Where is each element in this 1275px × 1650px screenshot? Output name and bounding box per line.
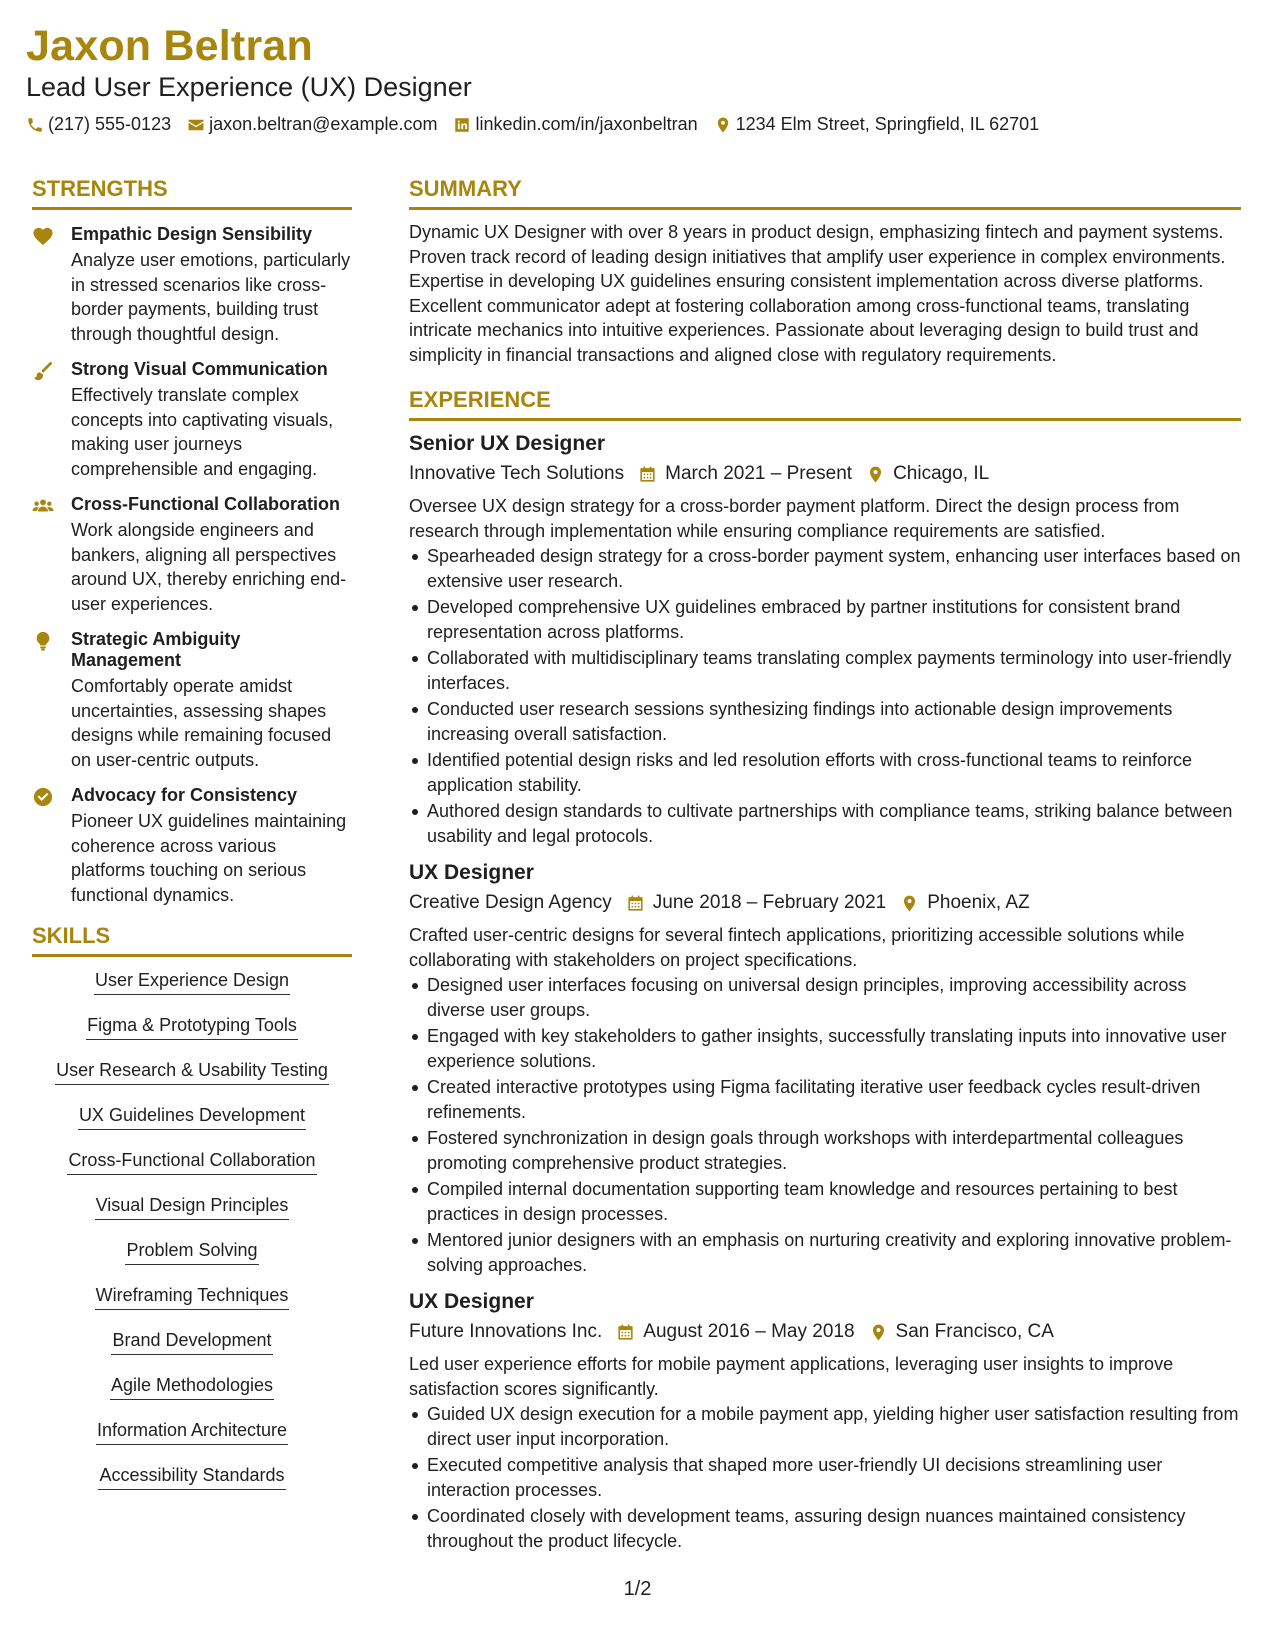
skill-tag: UX Guidelines Development xyxy=(32,1104,352,1149)
strengths-list xyxy=(32,224,352,907)
candidate-name: Jaxon Beltran xyxy=(26,22,313,70)
left-column xyxy=(32,176,352,1509)
skills-list xyxy=(32,969,352,1509)
strength-item xyxy=(32,785,352,907)
job-description: Crafted user-centric designs for several fintech applications, prioritizing accessible solutions while collaborating with stakeholders on project specifications. xyxy=(409,925,1185,970)
summary-heading: SUMMARY xyxy=(409,176,1241,210)
calendar-icon xyxy=(616,1323,635,1342)
right-column xyxy=(409,176,1241,1555)
skill-tag: Brand Development xyxy=(32,1329,352,1374)
job-bullet: Created interactive prototypes using Figma facilitating iterative user feedback cycles result-driven refinements. xyxy=(409,1075,1241,1124)
check-circle-icon xyxy=(32,787,54,807)
skill-tag: Wireframing Techniques xyxy=(32,1284,352,1329)
strength-item xyxy=(32,224,352,346)
job-dates-text: June 2018 – February 2021 xyxy=(652,892,887,913)
job-meta xyxy=(409,1319,1241,1345)
job-dates-text: March 2021 – Present xyxy=(665,463,853,484)
job-dates xyxy=(638,461,852,487)
job-entry xyxy=(409,860,1241,1277)
job-location xyxy=(900,890,1029,916)
job-title: Senior UX Designer xyxy=(409,432,606,455)
strength-title: Advocacy for Consistency xyxy=(71,785,298,805)
strength-item xyxy=(32,494,352,616)
page-number: 1/2 xyxy=(623,1578,652,1600)
strength-description: Comfortably operate amidst uncertainties, assessing shapes designs while remaining focused on user-centric outputs. xyxy=(71,676,332,770)
strength-item xyxy=(32,359,352,481)
job-bullet: Conducted user research sessions synthesizing findings into actionable design improvements increasing overall satisfaction. xyxy=(409,697,1241,746)
summary-text: Dynamic UX Designer with over 8 years in product design, emphasizing fintech and payment systems. Proven track record of leading design initiatives that amplify user experience in complex environments. Expertise in developing UX guidelines ensuring consistent implementation across diverse platforms. Excellent communicator adept at fostering collaboration among cross-functional teams, translating intricate mechanics into intuitive experiences. Passionate about leveraging design to build trust and simplicity in financial transactions and aligned close with regulatory requirements. xyxy=(409,222,1226,365)
job-bullet: Compiled internal documentation supporting team knowledge and resources pertaining to best practices in design processes. xyxy=(409,1177,1241,1226)
strength-title: Strong Visual Communication xyxy=(71,359,328,379)
contact-address xyxy=(714,114,1040,135)
job-dates xyxy=(616,1319,854,1345)
linkedin-icon xyxy=(453,116,471,134)
contact-email-text: jaxon.beltran@example.com xyxy=(209,114,438,134)
job-title: UX Designer xyxy=(409,1290,534,1313)
skill-tag: Figma & Prototyping Tools xyxy=(32,1014,352,1059)
job-bullets xyxy=(409,544,1241,848)
skill-tag: Agile Methodologies xyxy=(32,1374,352,1419)
contact-phone-text: (217) 555-0123 xyxy=(48,114,172,134)
job-bullet: Executed competitive analysis that shaped more user-friendly UI decisions streamlining user interaction processes. xyxy=(409,1453,1241,1502)
job-bullets xyxy=(409,973,1241,1277)
strength-description: Effectively translate complex concepts into captivating visuals, making user journeys comprehensible and engaging. xyxy=(71,385,334,479)
job-bullet: Guided UX design execution for a mobile payment app, yielding higher user satisfaction resulting from direct user input incorporation. xyxy=(409,1402,1241,1451)
strength-description: Analyze user emotions, particularly in stressed scenarios like cross-border payments, building trust through thoughtful design. xyxy=(71,250,351,344)
skill-tag: User Experience Design xyxy=(32,969,352,1014)
job-company: Innovative Tech Solutions xyxy=(409,463,625,484)
contact-linkedin-text: linkedin.com/in/jaxonbeltran xyxy=(475,114,698,134)
job-bullet: Mentored junior designers with an emphasis on nurturing creativity and exploring innovative problem-solving approaches. xyxy=(409,1228,1241,1277)
contact-phone[interactable] xyxy=(26,114,171,135)
job-location-text: San Francisco, CA xyxy=(895,1321,1054,1342)
calendar-icon xyxy=(638,465,657,484)
job-location xyxy=(866,461,989,487)
job-location-text: Phoenix, AZ xyxy=(927,892,1030,913)
heart-icon xyxy=(32,226,54,246)
strengths-heading: STRENGTHS xyxy=(32,176,352,210)
skill-tag: Problem Solving xyxy=(32,1239,352,1284)
job-description: Oversee UX design strategy for a cross-border payment platform. Direct the design process from research through implementation while ensuring compliance requirements are satisfied. xyxy=(409,496,1180,541)
skill-tag: User Research & Usability Testing xyxy=(32,1059,352,1104)
skills-section xyxy=(32,923,352,1509)
job-meta xyxy=(409,461,1241,487)
strength-title: Cross-Functional Collaboration xyxy=(71,494,341,514)
job-company: Future Innovations Inc. xyxy=(409,1321,603,1342)
job-location xyxy=(869,1319,1054,1345)
job-bullet: Collaborated with multidisciplinary teams translating complex payments terminology into user-friendly interfaces. xyxy=(409,646,1241,695)
contact-address-text: 1234 Elm Street, Springfield, IL 62701 xyxy=(735,114,1040,134)
strength-title: Strategic Ambiguity Management xyxy=(71,629,241,670)
job-bullet: Identified potential design risks and led resolution efforts with cross-functional teams to reinforce application stability. xyxy=(409,748,1241,797)
job-entry xyxy=(409,431,1241,848)
job-dates xyxy=(626,890,886,916)
job-bullets xyxy=(409,1402,1241,1553)
job-bullet: Spearheaded design strategy for a cross-border payment system, enhancing user interfaces based on extensive user research. xyxy=(409,544,1241,593)
strength-item xyxy=(32,629,352,772)
job-meta xyxy=(409,890,1241,916)
job-dates-text: August 2016 – May 2018 xyxy=(643,1321,855,1342)
skill-tag: Information Architecture xyxy=(32,1419,352,1464)
contact-linkedin[interactable] xyxy=(453,114,697,135)
strength-description: Work alongside engineers and bankers, aligning all perspectives around UX, thereby enriching end-user experiences. xyxy=(71,520,347,614)
job-bullet: Engaged with key stakeholders to gather insights, successfully translating inputs into innovative user experience solutions. xyxy=(409,1024,1241,1073)
strength-title: Empathic Design Sensibility xyxy=(71,224,313,244)
calendar-icon xyxy=(626,894,645,913)
contact-bar xyxy=(26,114,1055,135)
job-location-text: Chicago, IL xyxy=(893,463,990,484)
job-bullet: Fostered synchronization in design goals through workshops with interdepartmental colleagues promoting comprehensive product strategies. xyxy=(409,1126,1241,1175)
candidate-title: Lead User Experience (UX) Designer xyxy=(26,72,472,102)
contact-email[interactable] xyxy=(187,114,437,135)
map-pin-icon xyxy=(714,116,732,134)
job-bullet: Coordinated closely with development teams, assuring design nuances maintained consistency throughout the product lifecycle. xyxy=(409,1504,1241,1553)
job-description: Led user experience efforts for mobile payment applications, leveraging user insights to improve satisfaction scores significantly. xyxy=(409,1354,1174,1399)
map-pin-icon xyxy=(900,894,919,913)
envelope-icon xyxy=(187,116,205,134)
experience-heading: EXPERIENCE xyxy=(409,387,1241,421)
job-bullet: Developed comprehensive UX guidelines embraced by partner institutions for consistent brand representation across platforms. xyxy=(409,595,1241,644)
job-title: UX Designer xyxy=(409,861,534,884)
phone-icon xyxy=(26,116,44,134)
skill-tag: Accessibility Standards xyxy=(32,1464,352,1509)
job-company: Creative Design Agency xyxy=(409,892,612,913)
job-bullet: Designed user interfaces focusing on universal design principles, improving accessibility across diverse user groups. xyxy=(409,973,1241,1022)
paintbrush-icon xyxy=(32,361,54,381)
skill-tag: Cross-Functional Collaboration xyxy=(32,1149,352,1194)
map-pin-icon xyxy=(866,465,885,484)
skill-tag: Visual Design Principles xyxy=(32,1194,352,1239)
map-pin-icon xyxy=(869,1323,888,1342)
skills-heading: SKILLS xyxy=(32,923,352,957)
strength-description: Pioneer UX guidelines maintaining coherence across various platforms touching on serious functional dynamics. xyxy=(71,811,347,905)
lightbulb-icon xyxy=(32,631,54,651)
users-icon xyxy=(32,496,54,516)
job-entry xyxy=(409,1289,1241,1553)
job-bullet: Authored design standards to cultivate partnerships with compliance teams, striking balance between usability and legal protocols. xyxy=(409,799,1241,848)
